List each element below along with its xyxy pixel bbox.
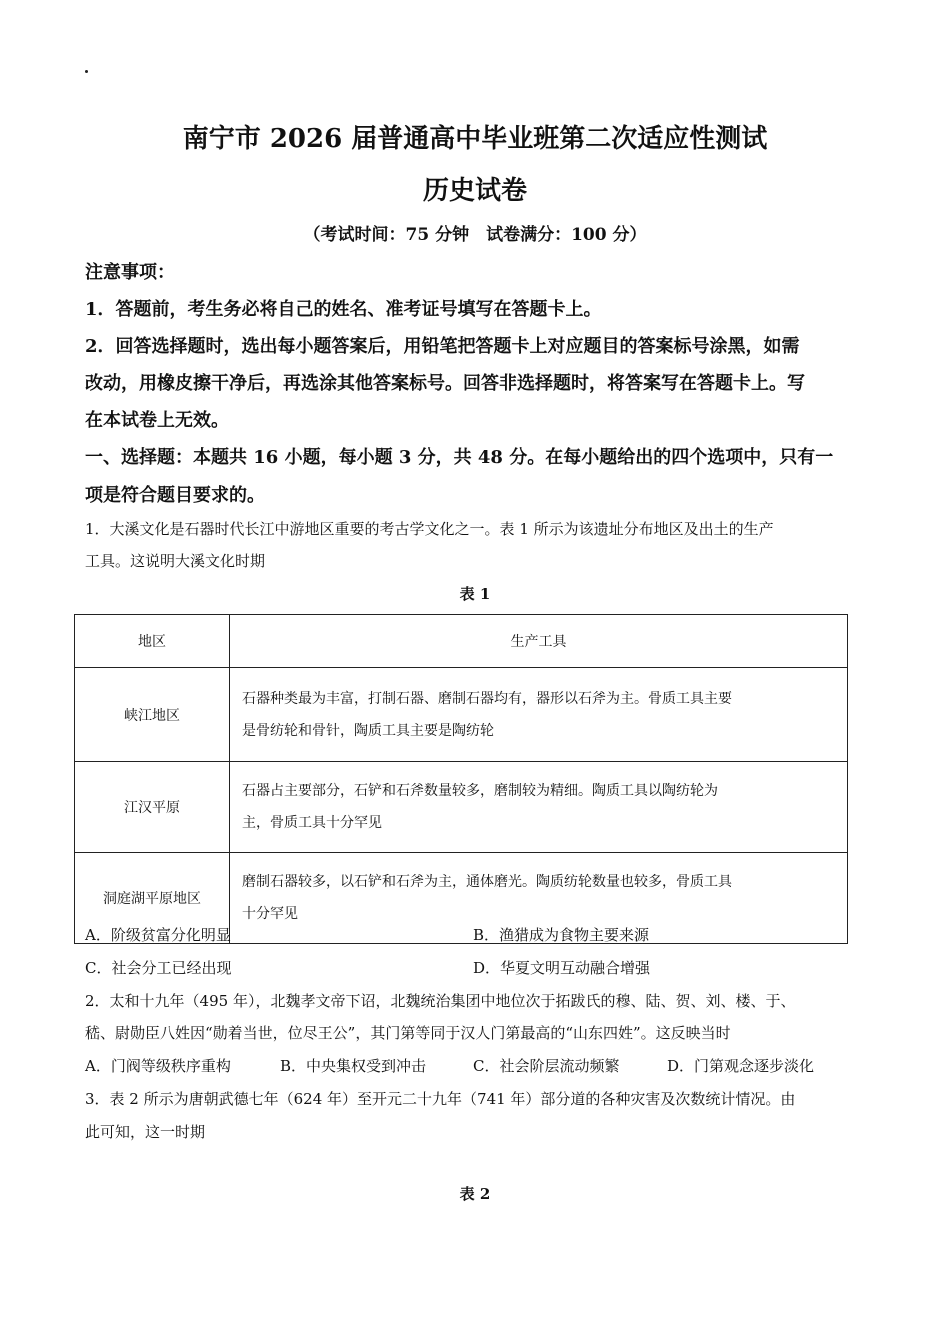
- q2-option-c: C．社会阶层流动频繁: [473, 1057, 620, 1075]
- notes-item-2-line-3: 在本试卷上无效。: [85, 410, 229, 431]
- notes-item-2-line-2: 改动，用橡皮擦干净后，再选涂其他答案标号。回答非选择题时，将答案写在答题卡上。写: [85, 373, 805, 394]
- table-1-caption: 表 1: [459, 585, 491, 603]
- q2-option-a: A．门阀等级秩序重构: [85, 1057, 231, 1075]
- tools-cell: [230, 668, 848, 762]
- column-header-tools: 生产工具: [230, 615, 848, 668]
- q1-option-d: D．华夏文明互动融合增强: [473, 959, 651, 977]
- tools-line: 磨制石器较多，以石铲和石斧为主，通体磨光。陶质纺轮数量也较多，骨质工具: [242, 874, 732, 890]
- exam-subject: 历史试卷: [422, 176, 527, 206]
- tools-line: 十分罕见: [242, 906, 298, 922]
- q1-option-c: C．社会分工已经出现: [85, 959, 232, 977]
- exam-title: 南宁市 2026 届普通高中毕业班第二次适应性测试: [182, 124, 768, 154]
- table-1: [74, 614, 848, 944]
- tools-line: 石器种类最为丰富，打制石器、磨制石器均有，器形以石斧为主。骨质工具主要: [242, 690, 732, 707]
- tools-line: 是骨纺轮和骨针，陶质工具主要是陶纺轮: [242, 722, 494, 739]
- table-row: [75, 668, 848, 762]
- q1-stem-line-1: 1．大溪文化是石器时代长江中游地区重要的考古学文化之一。表 1 所示为该遗址分布地区及出土的生产: [85, 520, 774, 538]
- q3-stem-line-1: 3．表 2 所示为唐朝武德七年（624 年）至开元二十九年（741 年）部分道的各种灾害及次数统计情况。由: [85, 1090, 796, 1108]
- q1-option-a: A．阶级贫富分化明显: [85, 926, 231, 944]
- section-1-heading-line-2: 项是符合题目要求的。: [85, 485, 265, 506]
- notes-heading: 注意事项：: [85, 262, 175, 283]
- tools-line: 石器占主要部分，石铲和石斧数量较多，磨制较为精细。陶质工具以陶纺轮为: [242, 783, 718, 799]
- q2-option-d: D．门第观念逐步淡化: [667, 1057, 815, 1075]
- q3-stem-line-2: 此可知，这一时期: [85, 1123, 206, 1141]
- region-cell: 洞庭湖平原地区: [75, 853, 230, 944]
- notes-item-2-line-1: 2．回答选择题时，选出每小题答案后，用铅笔把答题卡上对应题目的答案标号涂黑，如需: [85, 336, 800, 357]
- q2-option-b: B．中央集权受到冲击: [280, 1057, 427, 1075]
- exam-info: （考试时间：75 分钟 试卷满分：100 分）: [303, 225, 647, 245]
- section-1-heading-line-1: 一、选择题：本题共 16 小题，每小题 3 分，共 48 分。在每小题给出的四个选项中，只有一: [85, 447, 834, 468]
- region-cell: 江汉平原: [75, 762, 230, 853]
- table-row: [75, 762, 848, 853]
- column-header-region: 地区: [75, 615, 230, 668]
- notes-item-1: 1．答题前，考生务必将自己的姓名、准考证号填写在答题卡上。: [85, 299, 602, 320]
- table-2-caption: 表 2: [459, 1185, 491, 1203]
- q1-stem-line-2: 工具。这说明大溪文化时期: [85, 552, 266, 570]
- tools-line: 主，骨质工具十分罕见: [242, 815, 382, 831]
- scan-dot: [85, 70, 88, 73]
- tools-cell: [230, 762, 848, 853]
- table-header-row: [75, 615, 848, 668]
- q2-stem-line-1: 2．太和十九年（495 年），北魏孝文帝下诏，北魏统治集团中地位次于拓跋氏的穆、陆、贺、刘、楼、于、: [85, 992, 796, 1010]
- q2-stem-line-2: 嵇、尉勋臣八姓因“勋着当世，位尽王公”，其门第等同于汉人门第最高的“山东四姓”。这反映当时: [85, 1024, 731, 1042]
- q1-option-b: B．渔猎成为食物主要来源: [473, 926, 650, 944]
- region-cell: 峡江地区: [75, 668, 230, 762]
